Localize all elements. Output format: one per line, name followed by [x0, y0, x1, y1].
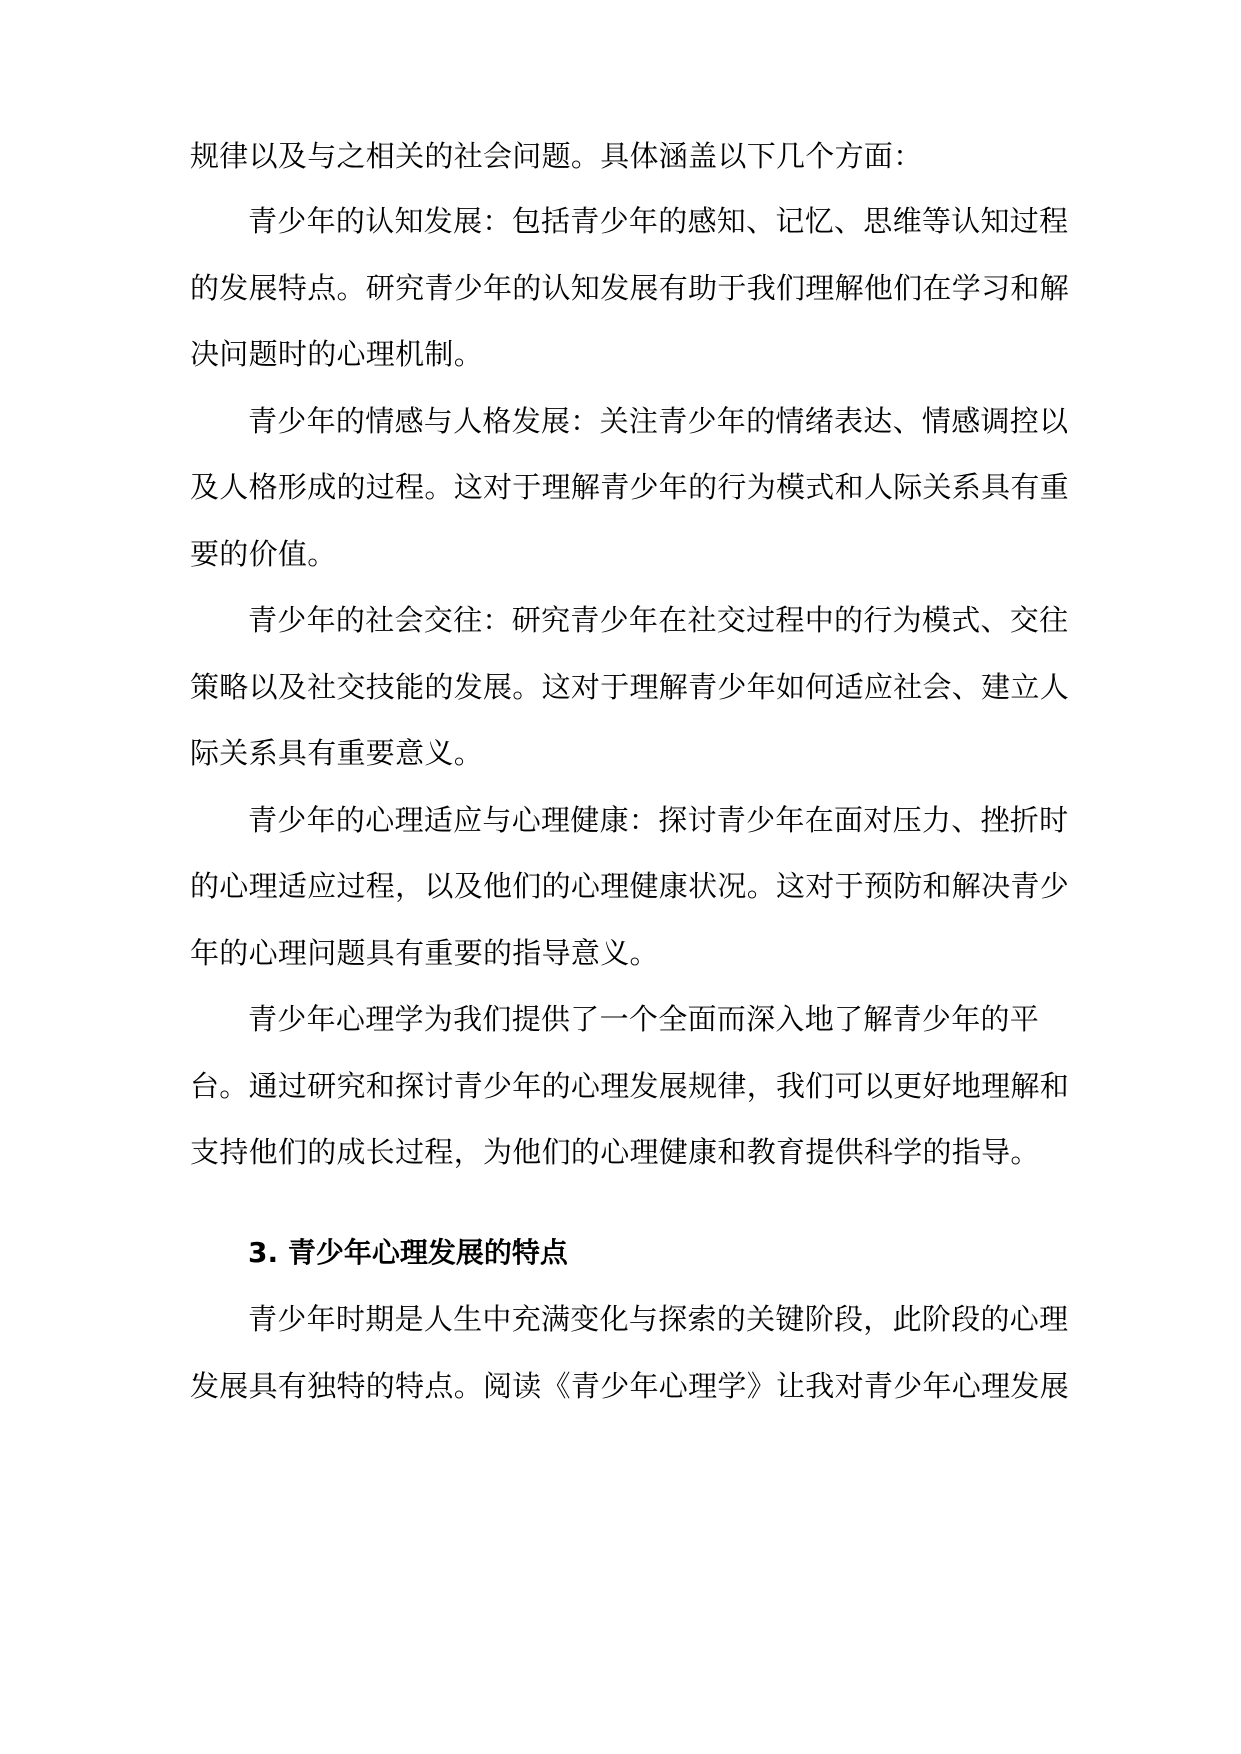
paragraph-emotion-line-3: 要的价值。 — [190, 537, 337, 571]
paragraph-emotion-line-2: 及人格形成的过程。这对于理解青少年的行为模式和人际关系具有重 — [190, 470, 1070, 504]
paragraph-cognitive-line-2: 的发展特点。研究青少年的认知发展有助于我们理解他们在学习和解 — [190, 271, 1070, 305]
paragraph-health-line-2: 的心理适应过程，以及他们的心理健康状况。这对于预防和解决青少 — [190, 869, 1070, 903]
paragraph-section-line-2: 发展具有独特的特点。阅读《青少年心理学》让我对青少年心理发展 — [190, 1369, 1070, 1403]
paragraph-social-line-1: 青少年的社会交往：研究青少年在社交过程中的行为模式、交往 — [248, 603, 1069, 637]
paragraph-summary-line-2: 台。通过研究和探讨青少年的心理发展规律，我们可以更好地理解和 — [190, 1069, 1070, 1103]
section-heading: 3. 青少年心理发展的特点 — [248, 1236, 568, 1269]
paragraph-emotion-line-1: 青少年的情感与人格发展：关注青少年的情绪表达、情感调控以 — [248, 404, 1069, 438]
paragraph-social-line-2: 策略以及社交技能的发展。这对于理解青少年如何适应社会、建立人 — [190, 670, 1070, 704]
paragraph-cognitive-line-1: 青少年的认知发展：包括青少年的感知、记忆、思维等认知过程 — [248, 204, 1069, 238]
paragraph-summary-line-1: 青少年心理学为我们提供了一个全面而深入地了解青少年的平 — [248, 1002, 1040, 1036]
paragraph-section-line-1: 青少年时期是人生中充满变化与探索的关键阶段，此阶段的心理 — [248, 1302, 1069, 1336]
paragraph-health-line-1: 青少年的心理适应与心理健康：探讨青少年在面对压力、挫折时 — [248, 803, 1069, 837]
paragraph-health-line-3: 年的心理问题具有重要的指导意义。 — [190, 936, 659, 970]
text-line: 规律以及与之相关的社会问题。具体涵盖以下几个方面： — [190, 139, 923, 173]
paragraph-summary-line-3: 支持他们的成长过程，为他们的心理健康和教育提供科学的指导。 — [190, 1135, 1040, 1169]
paragraph-social-line-3: 际关系具有重要意义。 — [190, 736, 484, 770]
paragraph-cognitive-line-3: 决问题时的心理机制。 — [190, 337, 484, 371]
